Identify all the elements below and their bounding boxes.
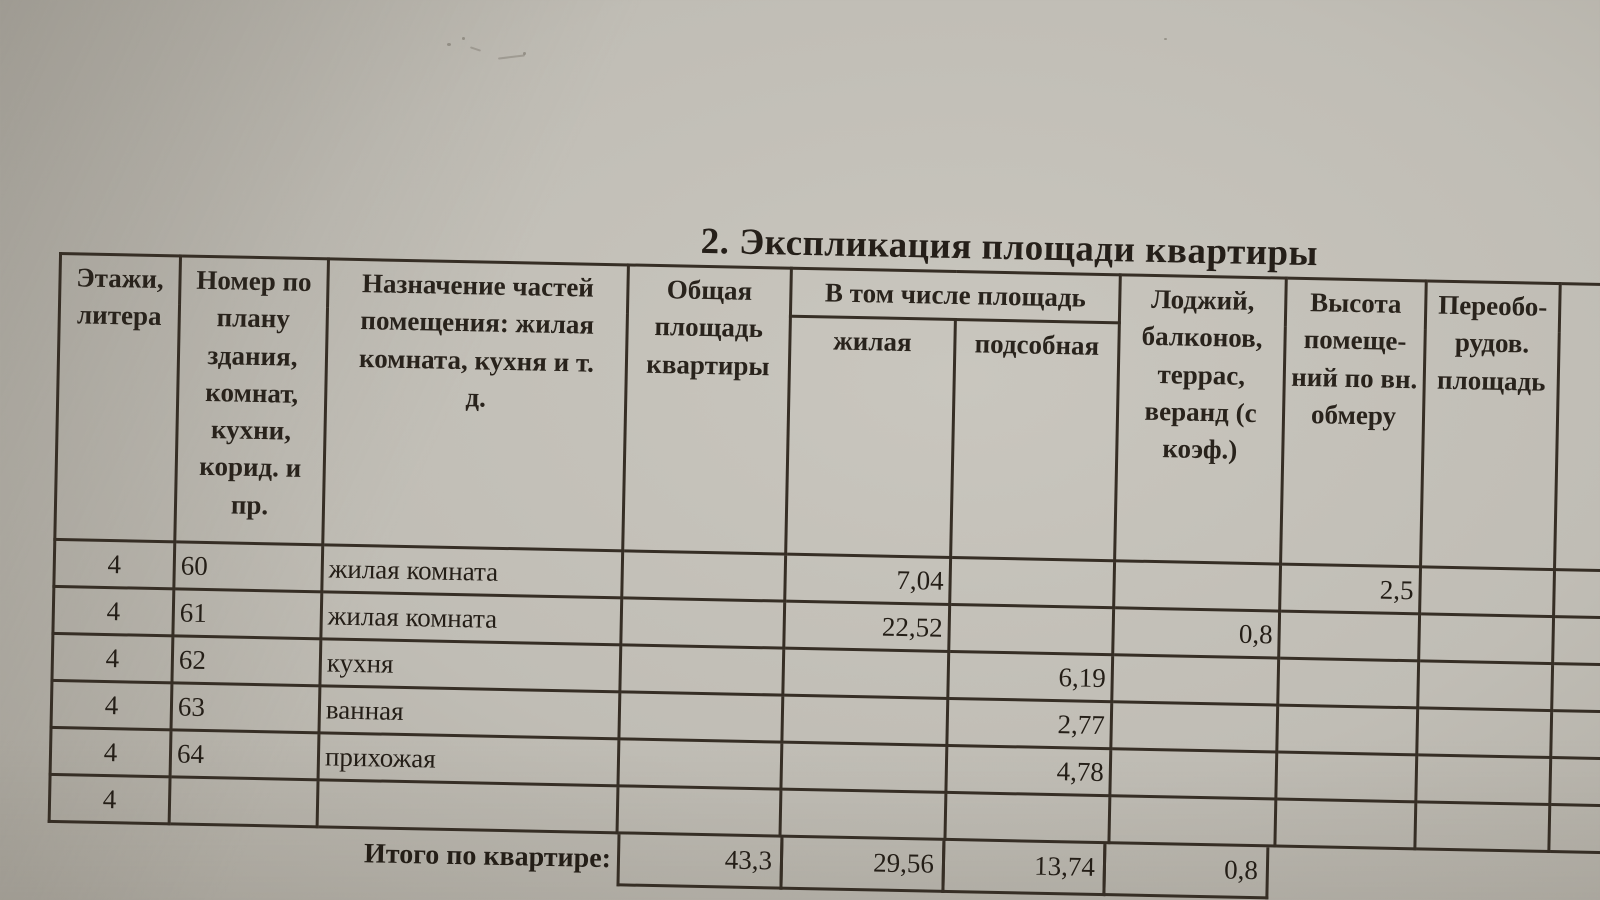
header-living-area: жилая [786,316,956,557]
cell-living-area: 22,52 [784,601,950,651]
header-purpose: Назначение частей помещения: жилая комната, кухня и т. д. [323,259,629,551]
cell-offpage [1550,758,1600,807]
cell-floor: 4 [51,680,172,729]
cell-refit-area [1416,755,1551,805]
pencil-speck [447,43,451,46]
cell-loggia-area [1114,561,1281,611]
cell-loggia-area: 0,8 [1113,608,1280,658]
cell-purpose: жилая комната [322,545,623,598]
cell-floor: 4 [50,727,171,776]
totals-loggia-area: 0,8 [1102,844,1269,899]
cell-plan-number: 61 [173,589,322,639]
cell-offpage [1551,711,1600,760]
cell-plan-number [169,777,318,827]
cell-height [1278,658,1419,708]
header-loggia: Лоджий, балконов, террас, веранд (с коэф.) [1115,275,1287,564]
explication-table [48,252,1600,855]
cell-aux-area [949,604,1114,654]
header-including-group: В том числе площадь [790,268,1120,323]
cell-total-area [619,692,783,742]
cell-plan-number: 60 [174,542,323,592]
totals-label: Итого по квартире: [363,838,612,875]
cell-aux-area: 4,78 [946,745,1111,795]
cell-height [1279,611,1420,661]
cell-total-area [622,551,786,601]
cell-loggia-area [1112,655,1279,705]
cell-plan-number: 64 [170,730,319,780]
cell-living-area [782,695,948,745]
totals-total-area: 43,3 [616,834,783,889]
cell-height [1277,705,1418,755]
cell-total-area [617,786,781,836]
cell-floor: 4 [52,633,173,682]
totals-aux-area: 13,74 [941,841,1106,896]
cell-floor: 4 [53,586,174,635]
cell-living-area [781,742,947,792]
pencil-speck [523,52,526,55]
pencil-speck [1164,38,1167,40]
header-total-area: Общая площадь квартиры [623,265,792,554]
cell-living-area [780,789,946,839]
cell-floor: 4 [54,539,175,588]
cell-aux-area [950,557,1115,607]
document-sheet [47,206,1600,900]
cell-total-area [618,739,782,789]
cell-refit-area [1419,614,1554,664]
cell-total-area [621,598,785,648]
cell-living-area: 7,04 [785,554,951,604]
page-title: 2. Экспликация площади квартиры [700,220,1319,275]
cell-offpage [1553,617,1600,666]
cell-refit-area [1418,661,1553,711]
cell-floor: 4 [49,774,170,823]
cell-plan-number: 63 [171,683,320,733]
pencil-dash [498,54,525,59]
cell-height [1275,799,1416,849]
header-height: Высота помеще- ний по вн. обмеру [1281,278,1427,567]
cell-aux-area: 6,19 [948,651,1113,701]
totals-living-area: 29,56 [779,838,945,893]
header-plan-number: Номер по плану здания, комнат, кухни, корид. и пр. [175,256,329,545]
cell-offpage [1549,805,1600,854]
cell-height [1276,752,1417,802]
cell-height: 2,5 [1280,564,1421,614]
cell-refit-area [1420,567,1555,617]
cell-purpose: кухня [320,639,621,692]
cell-purpose [317,780,618,833]
cell-plan-number: 62 [172,636,321,686]
cell-living-area [783,648,949,698]
cell-purpose: жилая комната [321,592,622,645]
header-refit: Переобо- рудов. площадь [1421,281,1561,570]
cell-purpose: ванная [319,686,620,739]
cell-offpage [1552,664,1600,713]
cell-total-area [620,645,784,695]
cell-purpose: прихожая [318,733,619,786]
cell-refit-area [1417,708,1552,758]
header-aux-area: подсобная [951,319,1120,560]
cell-aux-area: 2,77 [947,698,1112,748]
pencil-dash [470,46,481,51]
cell-loggia-area [1111,702,1278,752]
header-offpage-column [1555,284,1600,572]
cell-refit-area [1415,802,1550,852]
pencil-speck [462,37,465,40]
cell-loggia-area [1110,749,1277,799]
cell-aux-area [945,792,1110,842]
header-floors: Этажи, литера [55,254,181,542]
cell-offpage [1554,570,1600,619]
cell-loggia-area [1109,796,1276,846]
